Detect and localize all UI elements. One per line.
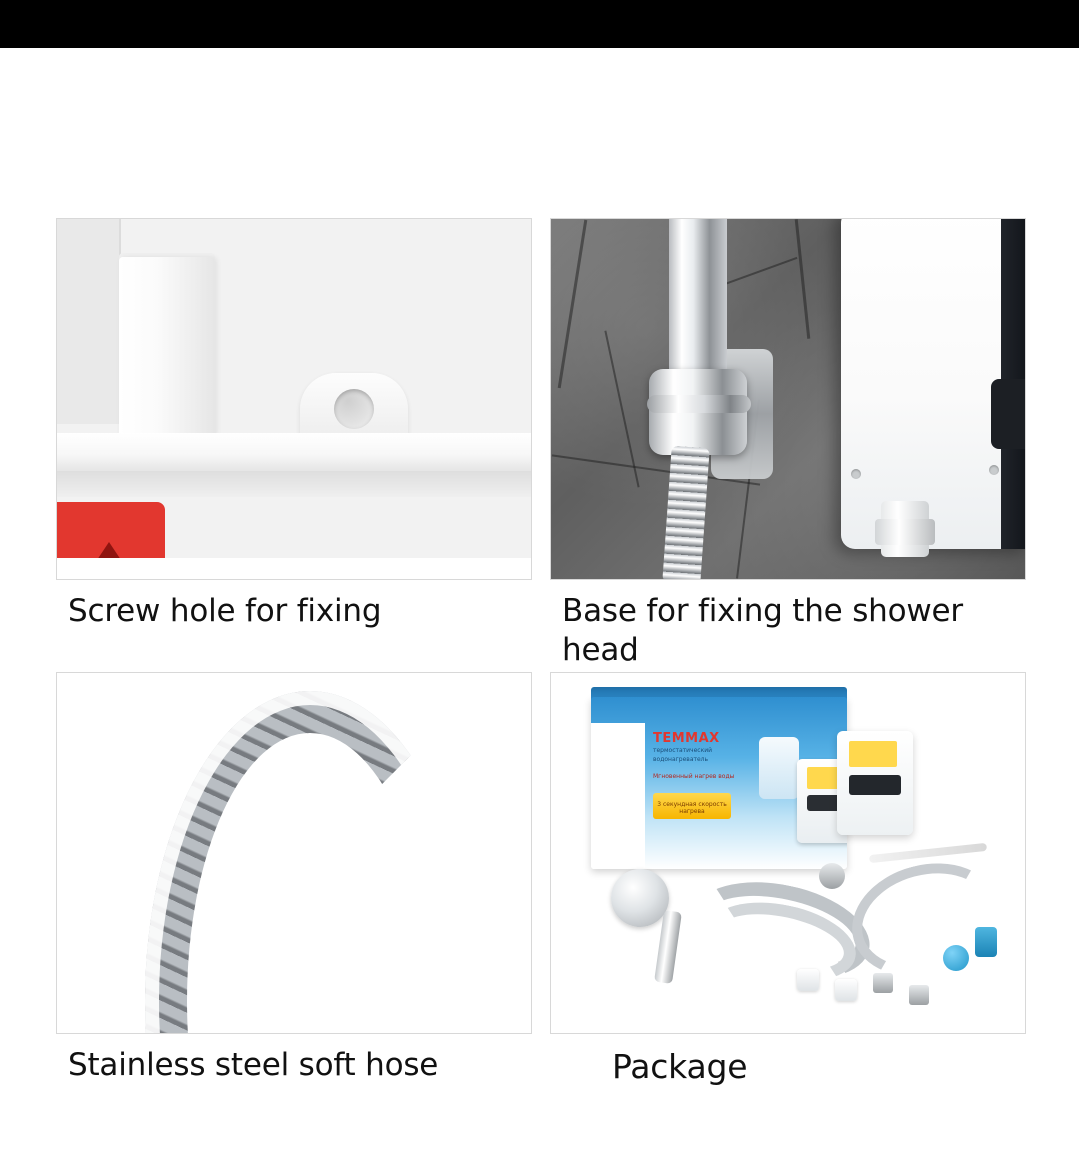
blue-adapter-round bbox=[943, 945, 969, 971]
top-black-bar bbox=[0, 0, 1079, 48]
power-cord bbox=[869, 843, 987, 863]
box-brand-label: TEMMAX bbox=[653, 731, 720, 746]
bottom-white-strip bbox=[57, 558, 532, 580]
caption-block-package bbox=[550, 1034, 1026, 1126]
box-red-note: Мгновенный нагрев воды bbox=[653, 773, 735, 780]
box-white-panel bbox=[591, 723, 645, 869]
heater-unit-display bbox=[849, 775, 901, 795]
red-warning-label bbox=[57, 502, 165, 564]
caption-screw-hole: Screw hole for fixing bbox=[68, 593, 382, 629]
feature-row-top bbox=[56, 218, 1026, 672]
metal-fitting bbox=[909, 985, 929, 1005]
screw-dot bbox=[989, 465, 999, 475]
feature-row-bottom bbox=[56, 672, 1026, 1126]
braided-inlet-hose bbox=[839, 847, 1012, 992]
blue-adapter-square bbox=[975, 927, 997, 957]
feature-cell-soft-hose bbox=[56, 672, 532, 1126]
feature-cell-package bbox=[550, 672, 1026, 1126]
fitting-nut bbox=[875, 519, 935, 545]
cylinder-body bbox=[119, 257, 215, 439]
box-shower-illustration bbox=[759, 737, 799, 799]
photo-soft-hose bbox=[56, 672, 532, 1034]
photo-screw-hole bbox=[56, 218, 532, 580]
photo-package bbox=[550, 672, 1026, 1034]
heater-display-slot bbox=[991, 379, 1026, 449]
white-fitting bbox=[835, 979, 857, 1001]
heater-unit-label bbox=[849, 741, 897, 767]
feature-grid bbox=[56, 218, 1026, 1126]
photo-shower-base bbox=[550, 218, 1026, 580]
hose-highlight bbox=[145, 691, 475, 1034]
white-fitting bbox=[797, 969, 819, 991]
screw-dot bbox=[851, 469, 861, 479]
holder-ring bbox=[647, 395, 751, 413]
metal-fitting bbox=[873, 973, 893, 993]
chrome-pipe bbox=[669, 218, 727, 375]
caption-shower-base: Base for fixing the shower head bbox=[562, 593, 963, 668]
feature-cell-shower-base bbox=[550, 218, 1026, 672]
hose-container bbox=[57, 673, 531, 1033]
panel-edge bbox=[57, 219, 121, 424]
caption-block-screw-hole bbox=[56, 580, 532, 672]
box-subtitle: термостатический водонагреватель bbox=[653, 747, 713, 763]
device-shelf bbox=[57, 433, 531, 475]
box-yellow-badge bbox=[653, 793, 731, 819]
metal-nut bbox=[819, 863, 845, 889]
caption-soft-hose: Stainless steel soft hose bbox=[68, 1047, 439, 1083]
heater-unit-product bbox=[837, 731, 913, 835]
caption-block-soft-hose bbox=[56, 1034, 532, 1126]
feature-cell-screw-hole bbox=[56, 218, 532, 672]
caption-block-shower-base bbox=[550, 580, 1026, 672]
shelf-shadow bbox=[57, 471, 531, 497]
box-yellow-badge-text: 3 секундная скорость нагрева bbox=[657, 801, 727, 815]
caption-package: Package bbox=[612, 1047, 748, 1086]
shower-head-product bbox=[611, 869, 669, 927]
package-box bbox=[591, 697, 847, 869]
screw-hole-icon bbox=[334, 389, 374, 429]
shower-head-handle bbox=[654, 910, 682, 984]
